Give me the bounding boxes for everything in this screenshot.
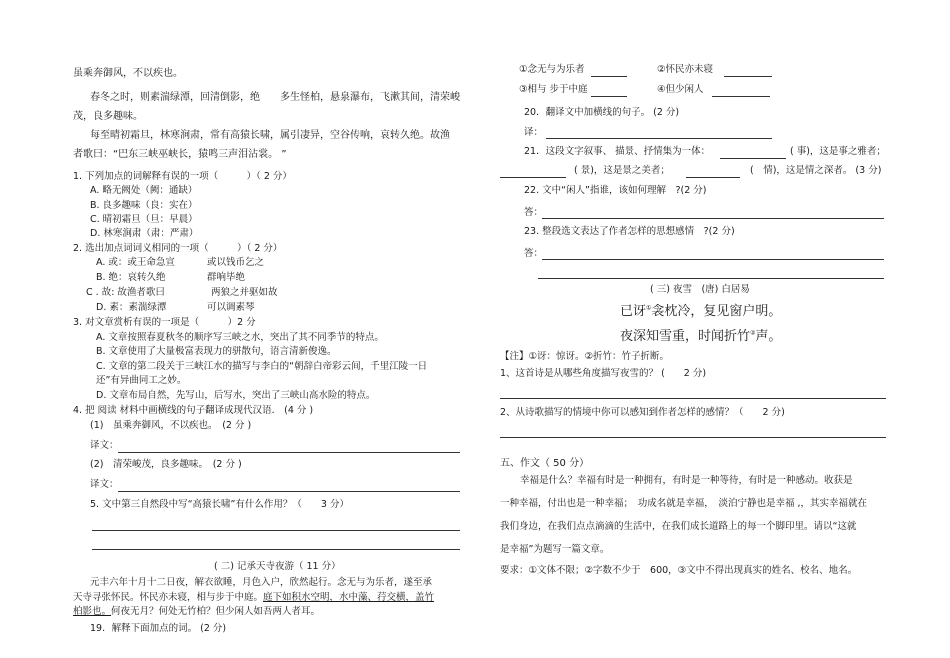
question-21-part: ( 景)，这是景之美者； <box>574 165 670 176</box>
answer-blank[interactable] <box>591 96 627 97</box>
answer-label: 答： <box>524 248 544 259</box>
poem-question-1: 1、这首诗是从哪些角度描写夜雪的？ ( 2 分) <box>500 368 707 379</box>
essay-prompt-line: 幸福是什么？幸福有时是一种拥有，有时是一种等待，有时是一种感动。收获是 <box>520 475 853 486</box>
poem-text: 夜深知雪重，时闻折竹 <box>620 329 751 344</box>
option-a: A. 或：或王命急宣 <box>96 257 175 268</box>
poem-text: 已讶 <box>620 304 647 319</box>
section-2-title: ( 二) 记承天寺夜游（ 11 分） <box>214 561 341 572</box>
answer-line[interactable] <box>542 259 884 260</box>
question-21: 21．这段文字叙事、 描景、抒情集为一体： <box>524 146 711 157</box>
option-b: B. 绝：哀转久绝 <box>96 272 166 283</box>
footnote-marker: ② <box>750 329 756 337</box>
question-2: 2. 选出加点词词义相同的一项（ ）（ 2 分） <box>73 243 283 254</box>
section-3-title: ( 三) 夜雪 (唐) 白居易 <box>650 284 750 295</box>
option-c-cont: 还”有异曲同工之妙。 <box>96 375 187 386</box>
underlined-sentence: 柏影也。 <box>73 606 112 617</box>
poem-question-2: 2、从诗歌描写的情境中你可以感知到作者怎样的感情？（ 2 分) <box>500 407 785 418</box>
answer-blank[interactable] <box>720 158 786 159</box>
option-d: D. 素：素湍绿潭 <box>96 302 167 313</box>
passage-text: 天寺寻张怀民。怀民亦未寝，相与步于中庭。 <box>73 592 264 603</box>
option-d: D. 文章布局自然，先写山，后写水，突出了三峡山高水险的特点。 <box>96 390 376 401</box>
option-c: C. 文章的第二段关于三峡江水的描写与李白的“朝辞白帝彩云间，千里江陵一日 <box>96 361 428 372</box>
option-b: B. 文章使用了大量极富表现力的骈散句，语言清新俊逸。 <box>96 346 337 357</box>
essay-prompt-line: 一种幸福，付出也是一种幸福； 功成名就是幸福， 淡泊宁静也是幸福 ,，其实幸福就在 <box>500 498 868 509</box>
option-b: B. 良多趣味（良：实在） <box>90 200 198 211</box>
section-5-title: 五、作文（ 50 分） <box>500 458 590 469</box>
question-23: 23. 整段选文表达了作者怎样的思想感情 ?(2 分) <box>524 226 735 237</box>
answer-line[interactable] <box>118 491 460 492</box>
word-item: ②怀民亦未寝 <box>657 64 714 75</box>
translation-label: 译文： <box>90 440 119 451</box>
answer-label: 答： <box>524 207 544 218</box>
question-3: 3. 对文章赏析有误的一项是（ ）2 分 <box>73 317 256 328</box>
answer-line[interactable] <box>546 138 772 139</box>
answer-line[interactable] <box>500 398 886 399</box>
answer-line[interactable] <box>118 452 460 453</box>
answer-line[interactable] <box>500 437 886 438</box>
poem-line-1 <box>620 305 781 320</box>
translation-label: 译文： <box>90 479 119 490</box>
passage-line: 虽乘奔御风，不以疾也。 <box>73 68 183 79</box>
option-d: D. 林寒涧肃（肃：严肃） <box>90 228 199 239</box>
question-22: 22. 文中“闲人”指谁，该如何理解 ?(2 分) <box>524 185 707 196</box>
passage-text: 何夜无月？何处无竹柏？但少闲人如吾两人者耳。 <box>111 606 321 617</box>
option-d-pair: 可以调素琴 <box>207 302 255 313</box>
option-b-pair: 群响毕绝 <box>207 272 246 283</box>
footnote-marker: ① <box>646 304 652 312</box>
question-19: 19．解释下面加点的词。 (2 分) <box>90 623 227 634</box>
answer-line[interactable] <box>542 218 884 219</box>
passage-line: 元丰六年十月十二日夜，解衣欲睡，月色入户，欣然起行。念无与为乐者，遂至承 <box>90 577 433 588</box>
question-5: 5. 文中第三自然段中写“高猿长啸”有什么作用？（ 3 分） <box>90 499 349 510</box>
poem-note: 【注】①讶：惊讶。②折竹：竹子折断。 <box>500 351 670 362</box>
essay-requirements: 要求：①文体不限；②字数不少于 600，③文中不得出现真实的姓名、校名、地名。 <box>500 565 858 576</box>
underlined-sentence: 庭下如积水空明，水中藻、荇交横，盖竹 <box>263 592 435 603</box>
question-4: 4. 把 阅读 材料中画横线的句子翻译成现代汉语． (4 分 ) <box>73 405 314 416</box>
option-a: A. 文章按照春夏秋冬的顺序写三峡之水，突出了其不同季节的特点。 <box>96 332 384 343</box>
question-20: 20．翻译文中加横线的句子。 (2 分) <box>524 107 680 118</box>
translation-label: 译： <box>524 127 544 138</box>
passage-line: 每至晴初霜旦，林寒涧肃，常有高猿长啸，属引凄异，空谷传响，哀转久绝。故渔 <box>90 130 450 141</box>
word-item: ①念无与为乐者 <box>519 64 585 75</box>
answer-blank[interactable] <box>591 76 627 77</box>
question-1: 1. 下列加点的词解释有误的一项（ ）（ 2 分） <box>73 171 292 182</box>
option-c: C. 晴初霜旦（旦：早晨） <box>90 214 198 225</box>
answer-blank[interactable] <box>686 177 740 178</box>
answer-line[interactable] <box>92 530 460 531</box>
question-4-1: (1) 虽乘奔御风，不以疾也。 (2 分 ) <box>90 420 252 431</box>
essay-prompt-line: 我们身边，在我们点点滴滴的生活中，在我们成长道路上的每一个脚印里。请以“这就 <box>500 521 857 532</box>
passage-line: 茂，良多趣味。 <box>73 111 143 122</box>
answer-blank[interactable] <box>724 76 772 77</box>
answer-blank[interactable] <box>712 96 770 97</box>
question-4-2: (2) 清荣峻茂，良多趣味。 (2 分 ) <box>90 459 242 470</box>
question-21-part: ( 事)，这是事之雅者； <box>790 146 886 157</box>
passage-line: 者歌曰：“巴东三峡巫峡长，猿鸣三声泪沾裳。 ” <box>73 149 287 160</box>
option-c-pair: 两狼之并驱如故 <box>211 287 278 298</box>
poem-line-2 <box>620 330 781 345</box>
word-item: ③相与 步于中庭 <box>519 84 588 95</box>
word-item: ④但少闲人 <box>657 84 704 95</box>
option-a: A. 略无阙处（阙：通缺） <box>90 185 198 196</box>
option-a-pair: 或以钱币乞之 <box>207 257 265 268</box>
passage-line: 春冬之时，则素湍绿潭，回清倒影，绝 多生怪柏，悬泉瀑布，飞漱其间，清荣峻 <box>90 92 460 103</box>
answer-line[interactable] <box>538 278 884 279</box>
answer-blank[interactable] <box>500 177 566 178</box>
poem-text: 衾枕冷，复见窗户明。 <box>651 304 782 319</box>
option-c: C . 故: 故渔者歌曰 <box>86 287 165 298</box>
poem-text: 声。 <box>755 329 782 344</box>
answer-line[interactable] <box>92 549 460 550</box>
question-21-part: ( 情)，这是情之深者。 (3 分) <box>750 165 882 176</box>
essay-prompt-line: 是幸福”为题写一篇文章。 <box>500 544 610 555</box>
